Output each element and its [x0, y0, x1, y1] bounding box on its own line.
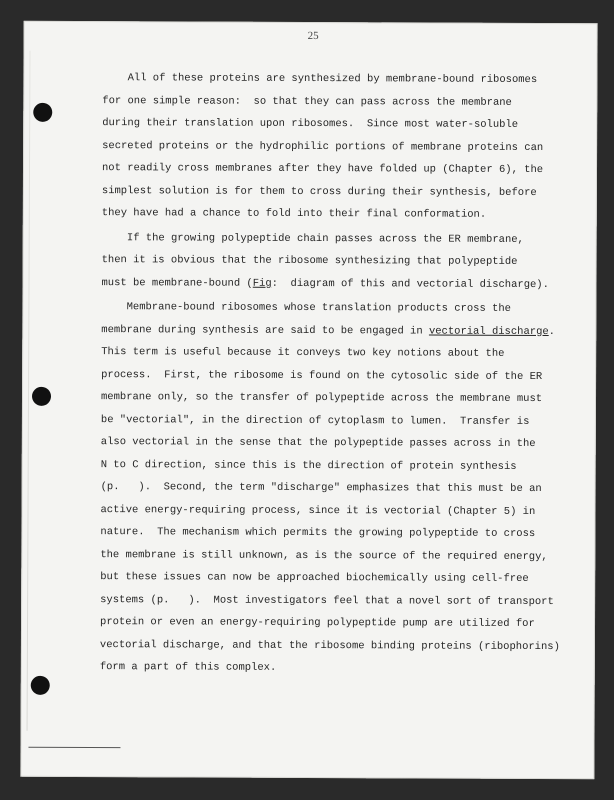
binder-hole-middle	[32, 387, 51, 406]
text-line: nature. The mechanism which permits the growing polypeptide to cross	[100, 526, 536, 540]
text-line: must be membrane-bound (Fig: diagram of this and vectorial discharge).	[101, 276, 549, 291]
text-line: N to C direction, since this is the direction of protein synthesis	[100, 458, 517, 473]
underlined-term: Fig	[252, 277, 272, 290]
binder-hole-bottom	[31, 676, 50, 695]
text-line: membrane during synthesis are said to be engaged in vectorial discharge.	[101, 323, 556, 338]
underlined-term: vectorial discharge	[428, 325, 549, 338]
text-line: Membrane-bound ribosomes whose translation products cross the	[101, 301, 512, 315]
footnote-rule	[28, 747, 120, 748]
text-line: membrane only, so the transfer of polypeptide across the membrane must	[100, 391, 543, 406]
text-line: protein or even an energy-requiring polypeptide pump are utilized for	[100, 616, 535, 630]
text-line: If the growing polypeptide chain passes across the ER membrane,	[101, 231, 524, 246]
text-line: for one simple reason: so that they can pass across the membrane	[102, 94, 512, 109]
text-line: form a part of this complex.	[99, 661, 277, 674]
document-page	[20, 21, 597, 779]
text-line: process. First, the ribosome is found on the cytosolic side of the ER	[101, 368, 543, 383]
text-line: This term is useful because it conveys two key notions about the	[101, 346, 505, 360]
text-line: simplest solution is for them to cross during their synthesis, before	[101, 184, 537, 199]
text-line: (p. ). Second, the term "discharge" emphasizes that this must be an	[100, 481, 542, 496]
text-line: be "vectorial", in the direction of cytoplasm to lumen. Transfer is	[100, 413, 530, 428]
text-line: All of these proteins are synthesized by membrane-bound ribosomes	[102, 72, 538, 86]
text-line: also vectorial in the sense that the polypeptide passes across in the	[100, 436, 536, 450]
text-line: during their translation upon ribosomes. Since most water-soluble	[102, 117, 519, 131]
text-line: active energy-requiring process, since it is vectorial (Chapter 5) in	[100, 503, 536, 518]
binder-hole-top	[33, 103, 52, 122]
page-number: 25	[307, 29, 319, 43]
text-line: secreted proteins or the hydrophilic portions of membrane proteins can	[102, 139, 544, 154]
text-line: not readily cross membranes after they have folded up (Chapter 6), the	[101, 162, 544, 177]
body-text	[99, 67, 560, 680]
text-line: then it is obvious that the ribosome synthesizing that polypeptide	[101, 254, 518, 268]
text-line: systems (p. ). Most investigators feel that a novel sort of transport	[100, 593, 554, 608]
text-line: but these issues can now be approached biochemically using cell-free	[100, 571, 529, 585]
text-line: they have had a chance to fold into their final conformation.	[101, 207, 487, 221]
text-line: the membrane is still unknown, as is the source of the required energy,	[100, 548, 548, 563]
page-edge-shading	[27, 51, 31, 731]
text-line: vectorial discharge, and that the ribosome binding proteins (ribophorins)	[99, 638, 560, 653]
